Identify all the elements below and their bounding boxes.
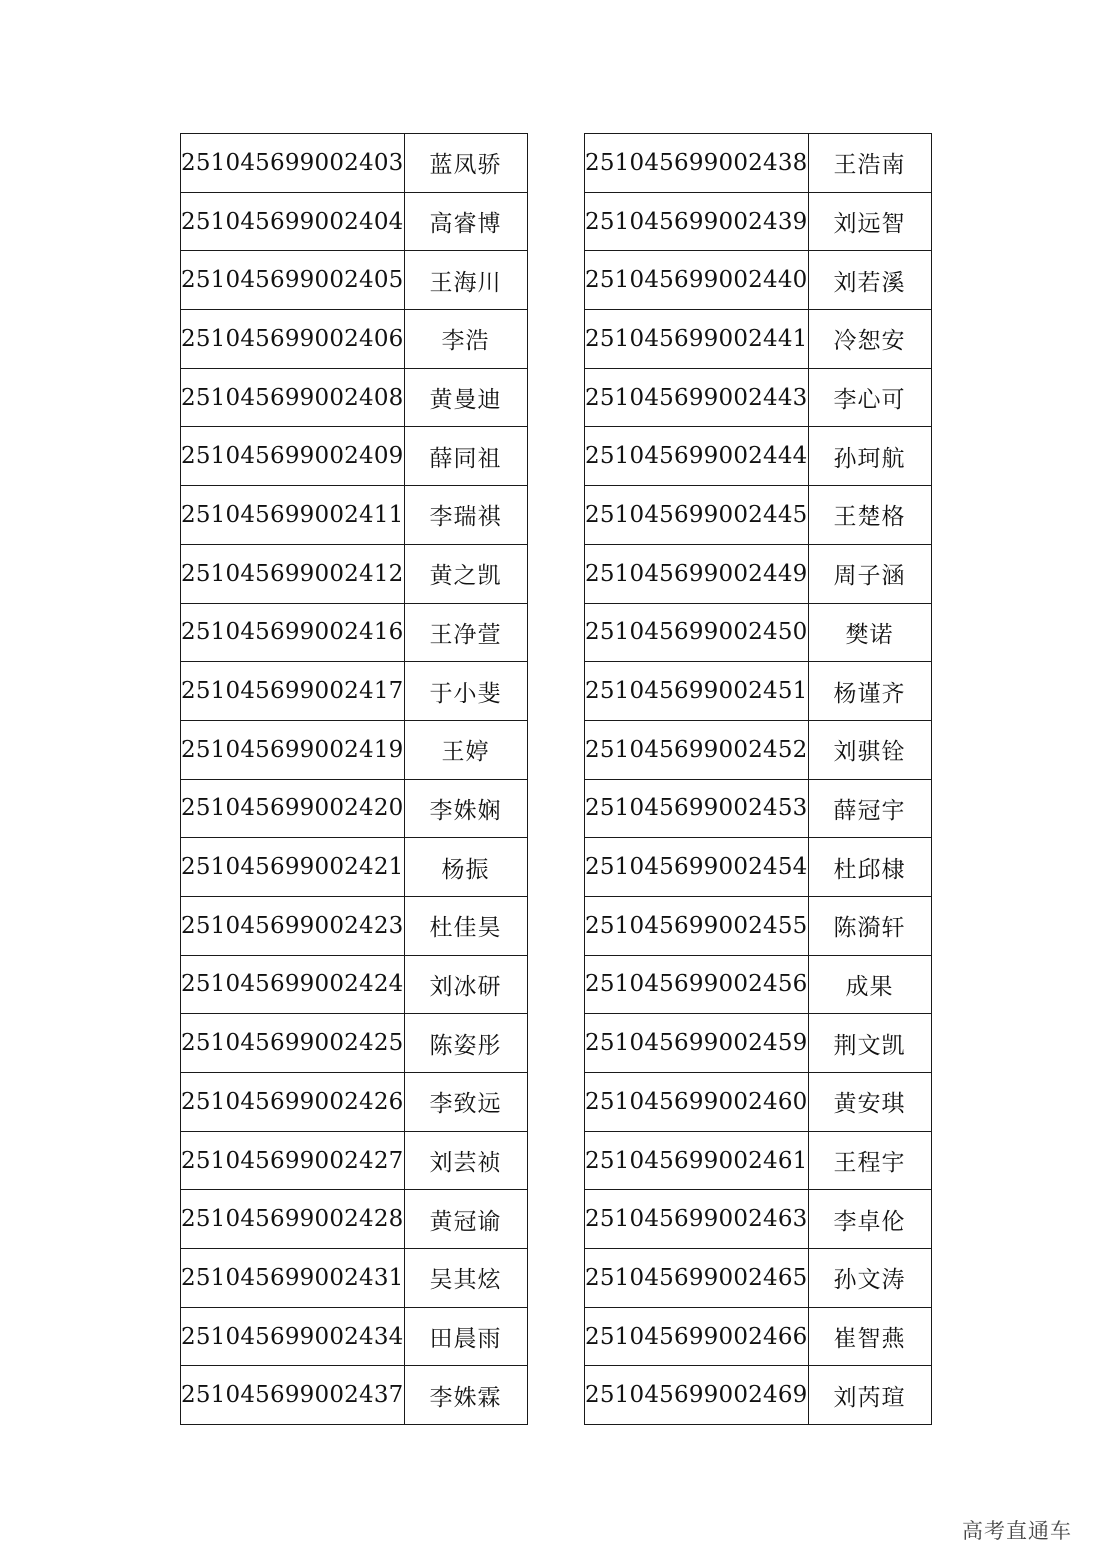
table-row	[585, 662, 932, 721]
exam-id-cell: 251045699002461	[585, 1131, 809, 1190]
watermark-text: 高考直通车	[962, 1519, 1072, 1543]
student-name-cell: 王净萱	[404, 603, 527, 662]
student-name-cell: 杨振	[404, 838, 527, 897]
exam-id-cell: 251045699002419	[181, 720, 405, 779]
student-name-cell: 吴其炫	[404, 1249, 527, 1308]
table-row	[585, 1190, 932, 1249]
exam-id-cell: 251045699002460	[585, 1073, 809, 1132]
table-row	[585, 955, 932, 1014]
exam-id-cell: 251045699002427	[181, 1131, 405, 1190]
table-row	[181, 779, 528, 838]
exam-id-cell: 251045699002449	[585, 544, 809, 603]
exam-id-cell: 251045699002445	[585, 486, 809, 545]
table-row	[181, 838, 528, 897]
student-name-cell: 孙文涛	[808, 1249, 931, 1308]
table-row	[585, 486, 932, 545]
table-row	[181, 1131, 528, 1190]
student-name-cell: 高睿博	[404, 192, 527, 251]
exam-id-cell: 251045699002412	[181, 544, 405, 603]
exam-id-cell: 251045699002431	[181, 1249, 405, 1308]
exam-id-cell: 251045699002437	[181, 1366, 405, 1425]
table-row	[181, 310, 528, 369]
table-row	[181, 544, 528, 603]
exam-id-cell: 251045699002453	[585, 779, 809, 838]
table-row	[181, 1190, 528, 1249]
student-name-cell: 崔智燕	[808, 1307, 931, 1366]
roster-body-left	[181, 134, 528, 1425]
exam-id-cell: 251045699002426	[181, 1073, 405, 1132]
student-name-cell: 刘芮瑄	[808, 1366, 931, 1425]
table-row	[181, 955, 528, 1014]
exam-id-cell: 251045699002403	[181, 134, 405, 193]
student-name-cell: 刘芸祯	[404, 1131, 527, 1190]
student-name-cell: 薛同祖	[404, 427, 527, 486]
exam-id-cell: 251045699002452	[585, 720, 809, 779]
table-row	[181, 192, 528, 251]
student-name-cell: 黄之凯	[404, 544, 527, 603]
exam-id-cell: 251045699002441	[585, 310, 809, 369]
table-row	[585, 779, 932, 838]
table-row	[585, 1073, 932, 1132]
exam-id-cell: 251045699002451	[585, 662, 809, 721]
table-row	[585, 1307, 932, 1366]
exam-id-cell: 251045699002408	[181, 368, 405, 427]
student-name-cell: 樊诺	[808, 603, 931, 662]
exam-id-cell: 251045699002425	[181, 1014, 405, 1073]
student-name-cell: 于小斐	[404, 662, 527, 721]
table-row	[585, 896, 932, 955]
student-name-cell: 刘冰研	[404, 955, 527, 1014]
exam-id-cell: 251045699002444	[585, 427, 809, 486]
student-name-cell: 杨谨齐	[808, 662, 931, 721]
exam-id-cell: 251045699002469	[585, 1366, 809, 1425]
table-row	[181, 134, 528, 193]
exam-id-cell: 251045699002416	[181, 603, 405, 662]
exam-id-cell: 251045699002465	[585, 1249, 809, 1308]
student-name-cell: 王浩南	[808, 134, 931, 193]
exam-id-cell: 251045699002456	[585, 955, 809, 1014]
table-row	[181, 1366, 528, 1425]
table-row	[585, 603, 932, 662]
student-name-cell: 李瑞祺	[404, 486, 527, 545]
exam-id-cell: 251045699002420	[181, 779, 405, 838]
table-row	[181, 896, 528, 955]
student-name-cell: 刘远智	[808, 192, 931, 251]
table-row	[181, 486, 528, 545]
exam-id-cell: 251045699002409	[181, 427, 405, 486]
table-row	[181, 603, 528, 662]
student-name-cell: 陈姿彤	[404, 1014, 527, 1073]
student-name-cell: 杜邱棣	[808, 838, 931, 897]
exam-id-cell: 251045699002417	[181, 662, 405, 721]
student-name-cell: 成果	[808, 955, 931, 1014]
table-row	[585, 1366, 932, 1425]
student-name-cell: 王程宇	[808, 1131, 931, 1190]
table-row	[181, 720, 528, 779]
table-row	[181, 1073, 528, 1132]
exam-id-cell: 251045699002438	[585, 134, 809, 193]
student-name-cell: 周子涵	[808, 544, 931, 603]
exam-id-cell: 251045699002443	[585, 368, 809, 427]
student-name-cell: 田晨雨	[404, 1307, 527, 1366]
table-row	[585, 1249, 932, 1308]
roster-table-left	[180, 133, 528, 1425]
exam-id-cell: 251045699002459	[585, 1014, 809, 1073]
roster-table-right	[584, 133, 932, 1425]
exam-id-cell: 251045699002424	[181, 955, 405, 1014]
roster-body-right	[585, 134, 932, 1425]
student-name-cell: 李姝娴	[404, 779, 527, 838]
exam-id-cell: 251045699002405	[181, 251, 405, 310]
table-row	[585, 134, 932, 193]
student-name-cell: 李浩	[404, 310, 527, 369]
exam-id-cell: 251045699002455	[585, 896, 809, 955]
student-name-cell: 孙珂航	[808, 427, 931, 486]
table-row	[181, 368, 528, 427]
table-row	[585, 368, 932, 427]
table-row	[585, 192, 932, 251]
student-name-cell: 李卓伦	[808, 1190, 931, 1249]
student-name-cell: 黄冠谕	[404, 1190, 527, 1249]
student-name-cell: 李心可	[808, 368, 931, 427]
exam-id-cell: 251045699002463	[585, 1190, 809, 1249]
table-row	[181, 662, 528, 721]
exam-id-cell: 251045699002404	[181, 192, 405, 251]
student-name-cell: 刘骐铨	[808, 720, 931, 779]
table-row	[181, 1249, 528, 1308]
student-name-cell: 李姝霖	[404, 1366, 527, 1425]
student-name-cell: 王楚格	[808, 486, 931, 545]
table-row	[585, 720, 932, 779]
exam-id-cell: 251045699002439	[585, 192, 809, 251]
table-row	[585, 838, 932, 897]
exam-id-cell: 251045699002450	[585, 603, 809, 662]
exam-id-cell: 251045699002421	[181, 838, 405, 897]
table-row	[181, 1014, 528, 1073]
exam-id-cell: 251045699002406	[181, 310, 405, 369]
student-name-cell: 荆文凯	[808, 1014, 931, 1073]
student-name-cell: 杜佳昊	[404, 896, 527, 955]
exam-id-cell: 251045699002466	[585, 1307, 809, 1366]
student-name-cell: 蓝凤骄	[404, 134, 527, 193]
table-row	[181, 251, 528, 310]
student-name-cell: 黄安琪	[808, 1073, 931, 1132]
exam-id-cell: 251045699002411	[181, 486, 405, 545]
table-row	[585, 251, 932, 310]
exam-id-cell: 251045699002434	[181, 1307, 405, 1366]
student-name-cell: 黄曼迪	[404, 368, 527, 427]
table-row	[585, 1131, 932, 1190]
table-row	[585, 544, 932, 603]
student-name-cell: 李致远	[404, 1073, 527, 1132]
student-name-cell: 王海川	[404, 251, 527, 310]
exam-id-cell: 251045699002440	[585, 251, 809, 310]
table-row	[585, 310, 932, 369]
exam-id-cell: 251045699002428	[181, 1190, 405, 1249]
student-name-cell: 陈漪轩	[808, 896, 931, 955]
table-row	[585, 1014, 932, 1073]
exam-id-cell: 251045699002454	[585, 838, 809, 897]
table-row	[181, 1307, 528, 1366]
student-name-cell: 刘若溪	[808, 251, 931, 310]
exam-id-cell: 251045699002423	[181, 896, 405, 955]
student-name-cell: 薛冠宇	[808, 779, 931, 838]
student-name-cell: 王婷	[404, 720, 527, 779]
table-row	[181, 427, 528, 486]
student-name-cell: 冷恕安	[808, 310, 931, 369]
table-row	[585, 427, 932, 486]
